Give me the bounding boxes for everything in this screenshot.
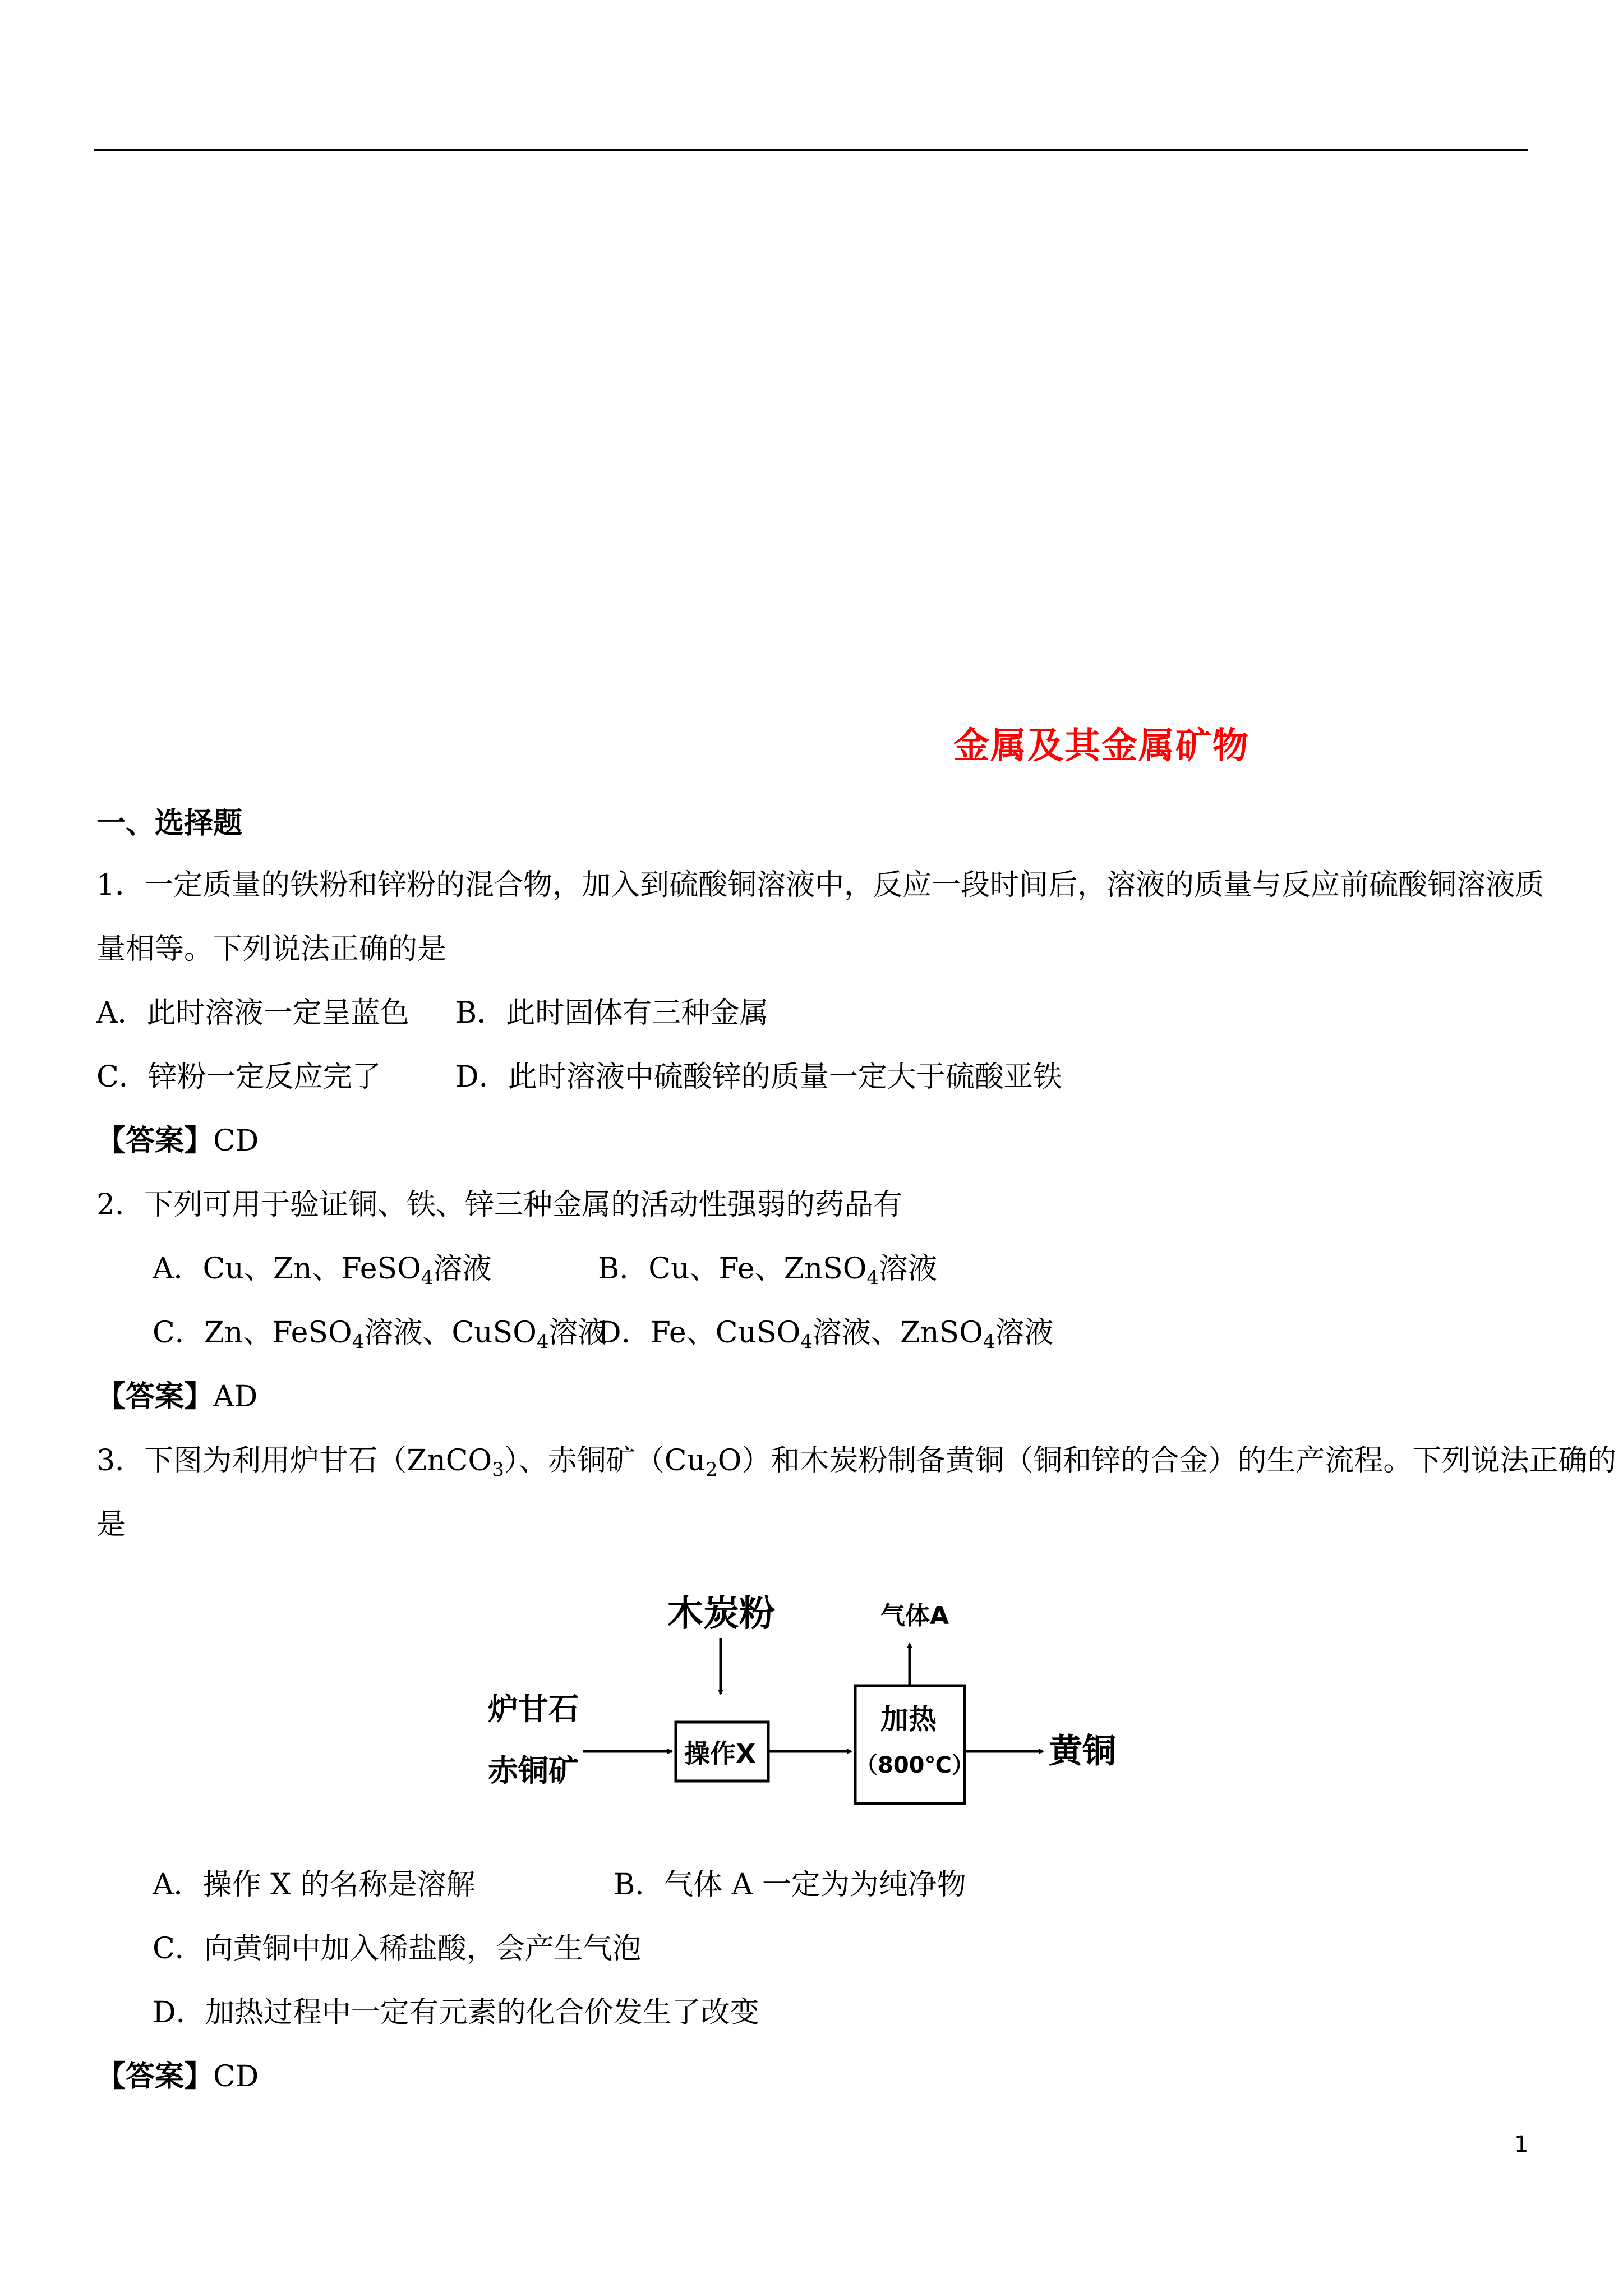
q2-answer-label: 【答案】 bbox=[96, 1379, 214, 1414]
q1-option-c: C．锌粉一定反应完了 bbox=[96, 1060, 381, 1094]
diagram-label-gas-a: 气体A bbox=[880, 1602, 949, 1630]
diagram-label-cuprite: 赤铜矿 bbox=[488, 1753, 579, 1788]
q2-option-d-text3: 溶液 bbox=[995, 1316, 1054, 1350]
box-heating-label2: （800℃） bbox=[855, 1752, 974, 1778]
q2-option-c-sub2: 4 bbox=[536, 1331, 549, 1353]
q3-answer bbox=[96, 2060, 259, 2093]
q3-option-c: C．向黄铜中加入稀盐酸，会产生气泡 bbox=[153, 1932, 642, 1966]
q2-option-d-text2: 溶液、ZnSO bbox=[812, 1316, 983, 1350]
q2-option-a-text1: A．Cu、Zn、FeSO bbox=[153, 1252, 421, 1286]
q2-option-c-text1: C．Zn、FeSO bbox=[153, 1316, 352, 1350]
page-title: 金属及其金属矿物 bbox=[953, 725, 1249, 767]
q3-stem-text2: ）、赤铜矿（Cu bbox=[504, 1444, 706, 1478]
q3-option-d: D．加热过程中一定有元素的化合价发生了改变 bbox=[153, 1996, 759, 2030]
diagram-label-brass: 黄铜 bbox=[1049, 1732, 1116, 1771]
q1-answer bbox=[96, 1124, 259, 1158]
header-rule bbox=[94, 149, 1528, 151]
section-heading: 一、选择题 bbox=[96, 806, 243, 840]
q3-option-b: B．气体 A 一定为为纯净物 bbox=[614, 1868, 966, 1902]
q2-option-a-sub: 4 bbox=[421, 1267, 434, 1289]
q2-option-b-text1: B．Cu、Fe、ZnSO bbox=[598, 1252, 867, 1286]
q2-option-c-sub1: 4 bbox=[352, 1331, 365, 1353]
q1-option-b: B．此时固体有三种金属 bbox=[455, 996, 769, 1030]
q2-answer bbox=[96, 1380, 257, 1414]
q3-stem-line1 bbox=[96, 1444, 1617, 1481]
diagram-label-calamine: 炉甘石 bbox=[488, 1691, 579, 1727]
page-number: 1 bbox=[1514, 2132, 1529, 2157]
q2-option-a bbox=[153, 1252, 492, 1289]
q3-answer-label: 【答案】 bbox=[96, 2059, 214, 2093]
q2-option-c bbox=[153, 1316, 607, 1353]
q1-option-a: A．此时溶液一定呈蓝色 bbox=[96, 996, 409, 1030]
box-heating-label1: 加热 bbox=[880, 1703, 937, 1736]
q2-option-c-text2: 溶液、CuSO bbox=[364, 1316, 537, 1350]
q2-option-d bbox=[598, 1316, 1054, 1353]
q2-option-b bbox=[598, 1252, 938, 1289]
q3-stem-line2: 是 bbox=[96, 1508, 126, 1542]
q1-stem-line1: 1．一定质量的铁粉和锌粉的混合物，加入到硫酸铜溶液中，反应一段时间后，溶液的质量与反应前硫酸铜溶液质 bbox=[96, 868, 1544, 902]
q2-option-b-text2: 溶液 bbox=[879, 1252, 938, 1286]
q2-answer-value: AD bbox=[213, 1380, 258, 1414]
q2-option-d-text1: D．Fe、CuSO bbox=[598, 1316, 801, 1350]
q2-option-d-sub1: 4 bbox=[800, 1331, 813, 1353]
q3-stem-sub1: 3 bbox=[492, 1458, 504, 1481]
production-flow-diagram bbox=[488, 1582, 1138, 1834]
q2-option-b-sub: 4 bbox=[866, 1267, 879, 1289]
q3-answer-value: CD bbox=[213, 2060, 259, 2093]
diagram-label-charcoal: 木炭粉 bbox=[667, 1593, 775, 1635]
q3-option-a: A．操作 X 的名称是溶解 bbox=[153, 1868, 476, 1902]
q1-stem-line2: 量相等。下列说法正确的是 bbox=[96, 932, 447, 966]
q3-stem-sub2: 2 bbox=[706, 1458, 718, 1481]
q2-stem: 2．下列可用于验证铜、铁、锌三种金属的活动性强弱的药品有 bbox=[96, 1188, 903, 1222]
q3-stem-text1: 3．下图为利用炉甘石（ZnCO bbox=[96, 1444, 492, 1478]
q1-answer-value: CD bbox=[213, 1124, 259, 1158]
q2-option-d-sub2: 4 bbox=[983, 1331, 995, 1353]
q2-option-a-text2: 溶液 bbox=[433, 1252, 492, 1286]
q2-option-c-text3: 溶液 bbox=[548, 1316, 607, 1350]
q1-answer-label: 【答案】 bbox=[96, 1124, 214, 1158]
q3-stem-text3: O）和木炭粉制备黄铜（铜和锌的合金）的生产流程。下列说法正确的 bbox=[717, 1444, 1617, 1478]
q1-option-d: D．此时溶液中硫酸锌的质量一定大于硫酸亚铁 bbox=[455, 1060, 1062, 1094]
box-operation-x-label: 操作X bbox=[684, 1738, 756, 1769]
